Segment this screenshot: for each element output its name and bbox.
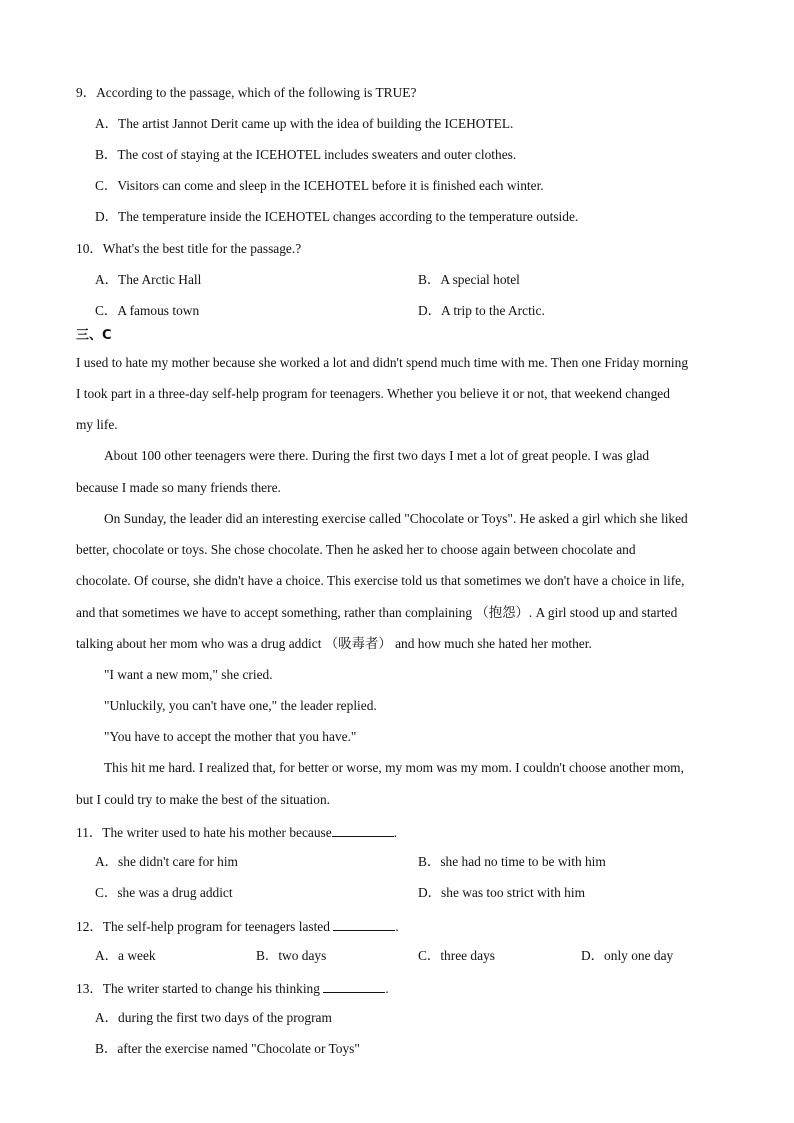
question-12-option-b: B．two days — [256, 948, 327, 963]
question-11-text: 11．The writer used to hate his mother because — [76, 825, 332, 840]
question-11-option-b: B．she had no time to be with him — [418, 854, 606, 869]
question-10-options-row-1 — [95, 273, 735, 289]
question-10-stem: 10．What's the best title for the passage.? — [76, 241, 302, 256]
question-12-option-a: A．a week — [95, 948, 156, 963]
answer-blank — [323, 980, 385, 993]
question-12-options-row — [95, 949, 735, 965]
question-9-option-b: B．The cost of staying at the ICEHOTEL includes sweaters and outer clothes. — [95, 147, 517, 162]
passage-line: talking about her mom who was a drug addict （吸毒者） and how much she hated her mother. — [76, 636, 592, 651]
passage-line: "I want a new mom," she cried. — [104, 667, 273, 682]
question-13-text: 13．The writer started to change his thinking — [76, 981, 324, 996]
question-11-option-c: C．she was a drug addict — [95, 885, 233, 900]
passage-line: On Sunday, the leader did an interesting exercise called "Chocolate or Toys". He asked a girl which she liked — [104, 511, 688, 526]
question-9-option-d: D．The temperature inside the ICEHOTEL changes according to the temperature outside. — [95, 209, 579, 224]
question-10-option-d: D．A trip to the Arctic. — [418, 303, 545, 318]
passage-line: because I made so many friends there. — [76, 480, 281, 495]
question-10-option-b: B．A special hotel — [418, 272, 520, 287]
question-12-option-d: D．only one day — [581, 948, 674, 963]
passage-line: About 100 other teenagers were there. During the first two days I met a lot of great people. I was glad — [104, 448, 650, 463]
question-9-stem: 9．According to the passage, which of the following is TRUE? — [76, 85, 417, 100]
question-10-option-c: C．A famous town — [95, 303, 200, 318]
section-heading: 三、C — [76, 328, 112, 343]
passage-line: but I could try to make the best of the situation. — [76, 792, 330, 807]
question-11-option-d: D．she was too strict with him — [418, 885, 585, 900]
passage-line: This hit me hard. I realized that, for better or worse, my mom was my mom. I couldn't choose another mom, — [104, 760, 684, 775]
passage-line: "You have to accept the mother that you have." — [104, 729, 357, 744]
question-13-end: . — [385, 981, 389, 996]
question-10-option-a: A．The Arctic Hall — [95, 272, 202, 287]
question-12-option-c: C．three days — [418, 948, 495, 963]
passage-line: and that sometimes we have to accept something, rather than complaining （抱怨）. A girl stood up and started — [76, 605, 678, 620]
question-11-options-row-2 — [95, 886, 735, 902]
passage-line: I used to hate my mother because she worked a lot and didn't spend much time with me. Then one Friday morning — [76, 355, 689, 370]
question-11-end: . — [393, 825, 398, 840]
question-9-option-c: C．Visitors can come and sleep in the ICEHOTEL before it is finished each winter. — [95, 178, 544, 193]
question-12-text: 12．The self-help program for teenagers lasted — [76, 919, 334, 934]
passage-line: I took part in a three-day self-help program for teenagers. Whether you believe it or not, that weekend changed — [76, 386, 670, 401]
question-13-option-a: A．during the first two days of the program — [95, 1010, 332, 1025]
question-10-options-row-2 — [95, 304, 735, 320]
question-11-options-row-1 — [95, 855, 735, 871]
question-12-stem — [76, 918, 399, 933]
question-12-end: . — [395, 919, 399, 934]
question-13-stem — [76, 980, 389, 995]
question-11-stem — [76, 824, 397, 839]
answer-blank — [332, 824, 394, 837]
passage-line: "Unluckily, you can't have one," the leader replied. — [104, 698, 377, 713]
answer-blank — [333, 918, 395, 931]
question-11-option-a: A．she didn't care for him — [95, 854, 238, 869]
question-9-option-a: A．The artist Jannot Derit came up with the idea of building the ICEHOTEL. — [95, 116, 514, 131]
passage-line: my life. — [76, 417, 118, 432]
passage-line: chocolate. Of course, she didn't have a choice. This exercise told us that sometimes we don't have a choice in life, — [76, 573, 685, 588]
passage-line: better, chocolate or toys. She chose chocolate. Then he asked her to choose again between chocolate and — [76, 542, 636, 557]
question-13-option-b: B．after the exercise named "Chocolate or Toys" — [95, 1041, 360, 1056]
